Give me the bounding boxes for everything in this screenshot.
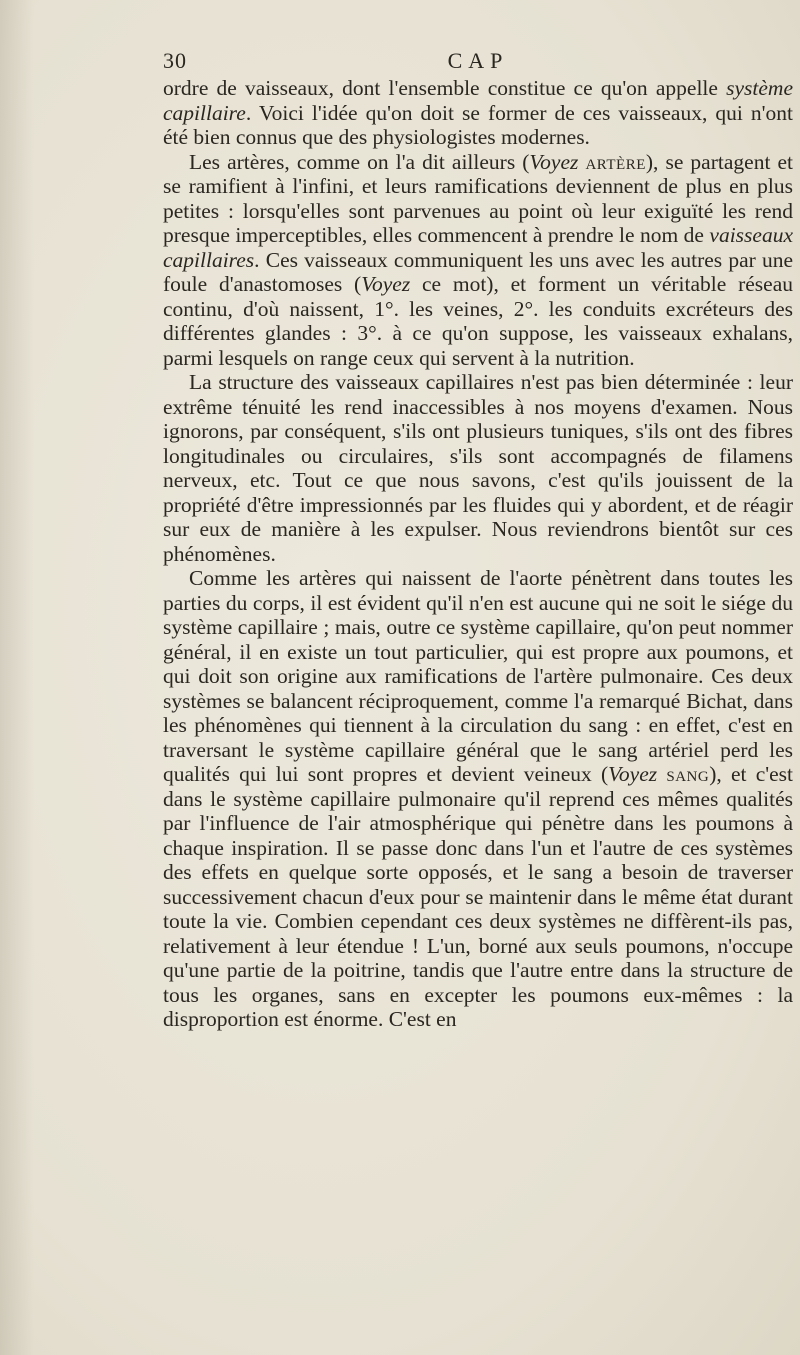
italic-text: vaisseaux capillaires	[163, 223, 793, 272]
paragraph	[163, 76, 793, 150]
text-run: . Ces vaisseaux communiquent les uns avec les autres par une foule d'anastomoses (	[163, 247, 793, 296]
text-run: ordre de vaisseaux, dont l'ensemble constitue ce qu'on appelle	[163, 76, 727, 100]
paragraph	[163, 150, 793, 371]
small-caps-text: artère	[585, 149, 646, 174]
spine-shadow	[0, 0, 34, 1355]
text-run: La structure des vaisseaux capillaires n'est pas bien déterminée : leur extrême ténuité les rend inaccessibles à nos moyens d'examen. Nous ignorons, par conséquent, s'ils ont plusieurs tuniques, s'ils ont des fibres longitudinales ou circulaires, s'ils sont accompagnés de filamens nerveux, etc. Tout ce que nous savons, c'est qu'ils jouissent de la propriété d'être impressionnés par les fluides qui y abordent, et de réagir sur eux de manière à les expulser. Nous reviendrons bientôt sur ces phénomènes.	[163, 370, 793, 566]
text-run: ), et c'est dans le système capillaire pulmonaire qu'il reprend ces mêmes qualités par l'influence de l'air atmosphérique qui pénètre dans les poumons à chaque inspiration. Il se passe donc dans l'un et l'autre de ces systèmes des effets en quelque sorte opposés, et le sang a besoin de traverser successivement chacun d'eux pour se maintenir dans le même état durant toute la vie. Combien cependant ces deux systèmes ne diffèrent-ils pas, relativement à leur étendue ! L'un, borné aux seuls poumons, n'occupe qu'une partie de la poitrine, tandis que l'autre entre dans la structure de tous les organes, sans en excepter les poumons eux-mêmes : la disproportion est énorme. C'est en	[163, 762, 793, 1031]
text-run: . Voici l'idée qu'on doit se former de ces vaisseaux, qui n'ont été bien connus que des physiologistes modernes.	[163, 100, 793, 149]
text-run: ce mot), et forment un véritable réseau continu, d'où naissent, 1°. les veines, 2°. les conduits excréteurs des différentes glandes : 3°. à ce qu'on suppose, les vaisseaux exhalans, parmi lesquels on range ceux qui servent à la nutrition.	[163, 272, 793, 370]
text-run: ), se partagent et se ramifient à l'infini, et leurs ramifications deviennent de plus en plus petites : lorsqu'elles sont parvenues au point où leur exiguïté les rend presque imperceptibles, elles commencent à prendre le nom de	[163, 149, 793, 247]
italic-text: système capillaire	[163, 76, 793, 125]
small-caps-text: sang	[666, 762, 710, 786]
italic-text: Voyez	[361, 272, 411, 296]
page-number: 30	[163, 48, 187, 73]
text-run: Comme les artères qui naissent de l'aorte pénètrent dans toutes les parties du corps, il est évident qu'il n'en est aucune qui ne soit le siége du système capillaire ; mais, outre ce système capillaire, qu'on peut nommer général, il en existe un tout particulier, qui est propre aux poumons, et qui doit son origine aux ramifications de l'artère pulmonaire. Ces deux systèmes se balancent réciproquement, comme l'a remarqué Bichat, dans les phénomènes qui tiennent à la circulation du sang : en effet, c'est en traversant le système capillaire général que le sang artériel perd les qualités qui lui sont propres et devient veineux (	[163, 566, 793, 786]
body-text	[163, 76, 793, 1032]
text-run: Les artères, comme on l'a dit ailleurs (	[189, 149, 530, 174]
running-head: CAP	[447, 48, 509, 73]
italic-text: Voyez	[529, 149, 579, 174]
paragraph	[163, 566, 793, 1032]
text-run	[657, 762, 666, 786]
italic-text: Voyez	[608, 762, 658, 786]
paragraph	[163, 370, 793, 566]
